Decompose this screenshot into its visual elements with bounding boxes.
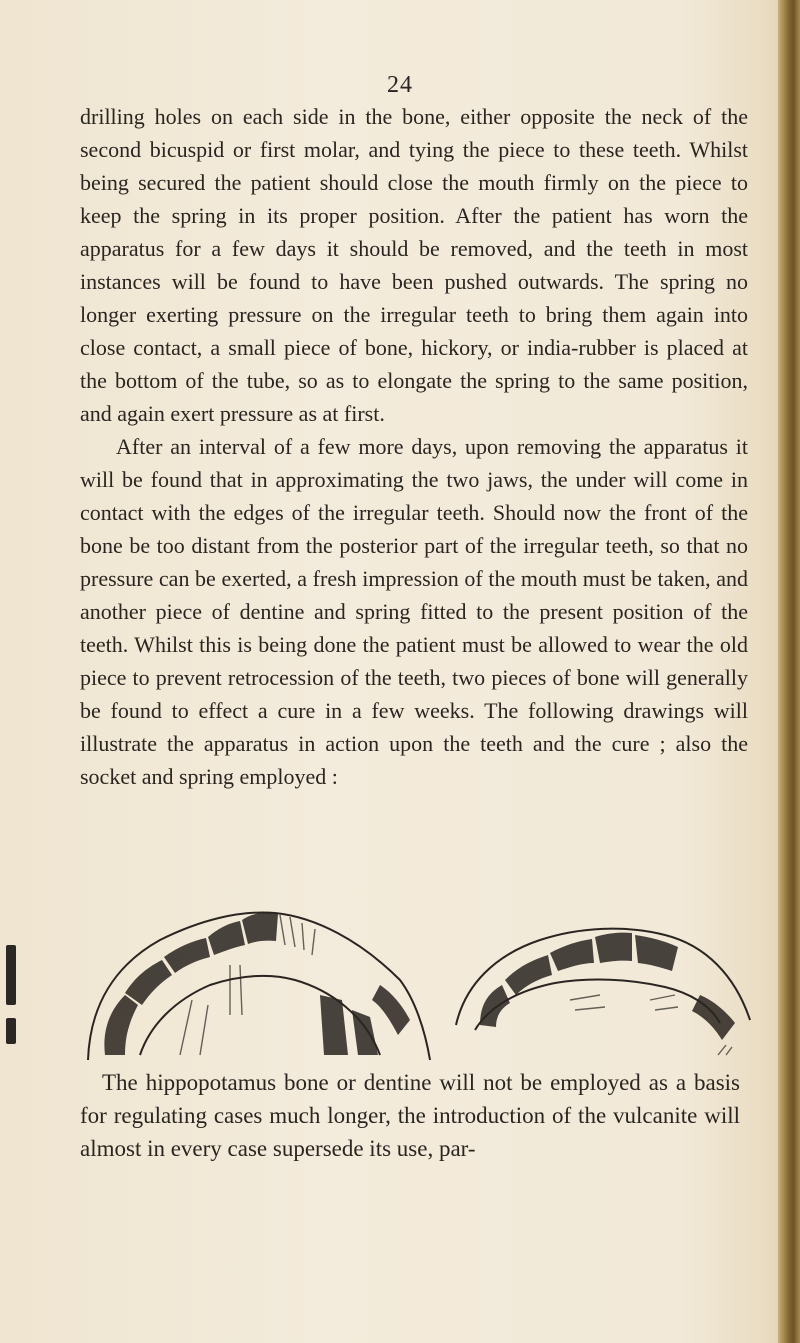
- dental-illustrations: [80, 905, 780, 1065]
- page-number: 24: [387, 72, 413, 98]
- paragraph: The hippopotamus bone or dentine will not be employed as a basis for regulating cases much longer, the introduction of the vulcanite will almost in every case supersede its use, par-: [80, 1070, 740, 1161]
- page-edge-mark: [6, 945, 16, 1005]
- book-spine-edge: [778, 0, 800, 1343]
- upper-jaw-illustration: [80, 905, 440, 1065]
- lower-jaw-illustration: [450, 905, 770, 1065]
- paragraph: drilling holes on each side in the bone, either opposite the neck of the second bicuspid or first molar, and tying the piece to these teeth. Whilst being secured the patient should close the mouth firmly on the piece to keep the spring in its proper position. After the patient has worn the apparatus for a few days it should be removed, and the teeth in most instances will be found to have been pushed outwards. The spring no longer exerting pressure on the irregular teeth to bring them again into close contact, a small piece of bone, hickory, or india-rubber is placed at the bottom of the tube, so as to elongate the spring to the same position, and again exert pressure as at first.: [80, 104, 748, 426]
- closing-text: [80, 1066, 740, 1165]
- body-text: [80, 100, 748, 793]
- paragraph: After an interval of a few more days, upon removing the apparatus it will be found that in approximating the two jaws, the under will come in contact with the edges of the irregular teeth. Should now the front of the bone be too distant from the posterior part of the irregular teeth, so that no pressure can be exerted, a fresh impression of the mouth must be taken, and another piece of dentine and spring fitted to the present position of the teeth. Whilst this is being done the patient must be allowed to wear the old piece to prevent retrocession of the teeth, two pieces of bone will generally be found to effect a cure in a few weeks. The following drawings will illustrate the apparatus in action upon the teeth and the cure ; also the socket and spring employed :: [80, 434, 748, 789]
- page-edge-mark: [6, 1018, 16, 1044]
